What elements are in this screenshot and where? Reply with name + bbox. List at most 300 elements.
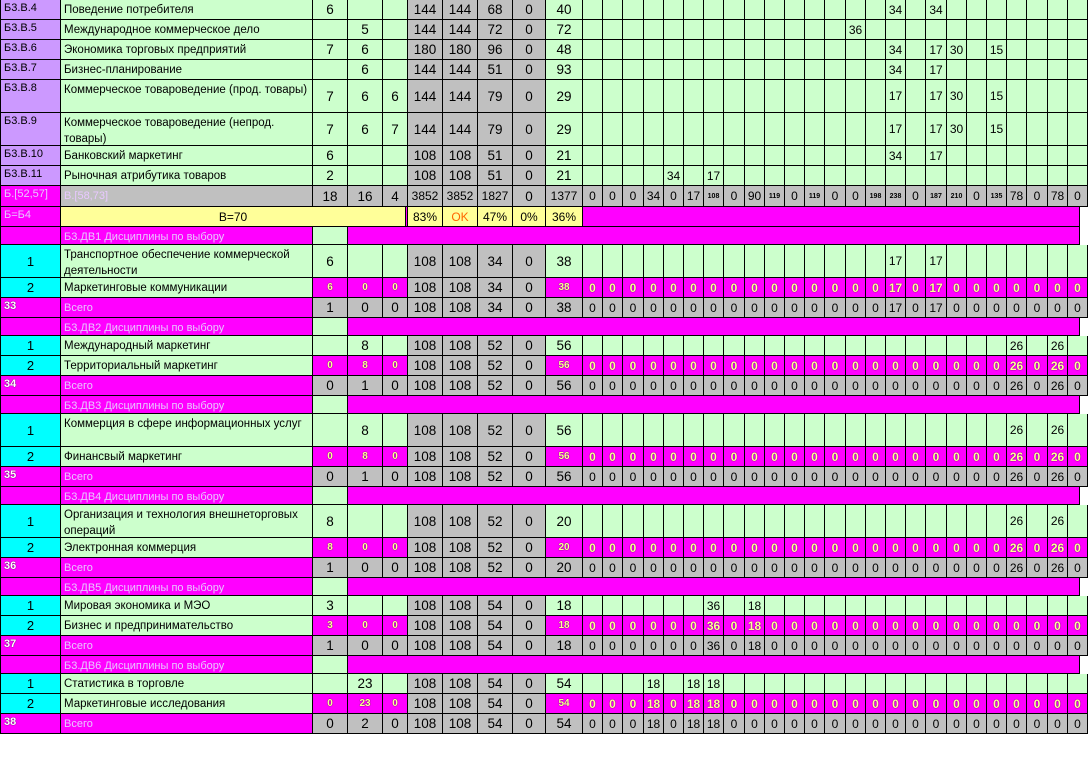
semester-cell-7[interactable]: 0 <box>704 538 724 558</box>
semester-cell-11[interactable] <box>785 60 805 80</box>
semester-cell-8[interactable] <box>724 505 745 538</box>
semester-cell-22[interactable] <box>1007 146 1027 166</box>
semester-cell-21[interactable] <box>987 60 1007 80</box>
exam-a[interactable] <box>313 60 348 80</box>
semester-cell-21[interactable]: 0 <box>987 447 1007 467</box>
semester-cell-8[interactable]: 0 <box>724 616 745 636</box>
semester-cell-9[interactable] <box>745 245 765 278</box>
semester-cell-24[interactable] <box>1048 245 1068 278</box>
semester-cell-8[interactable] <box>724 414 745 447</box>
semester-cell-6[interactable] <box>684 505 704 538</box>
exam-b[interactable] <box>348 596 383 616</box>
semester-cell-3[interactable] <box>623 113 644 146</box>
semester-cell-2[interactable]: 0 <box>603 694 623 714</box>
semester-cell-3[interactable]: 0 <box>623 356 644 376</box>
semester-cell-19[interactable]: 30 <box>947 40 967 60</box>
semester-cell-7[interactable]: 36 <box>704 596 724 616</box>
semester-cell-24[interactable] <box>1048 166 1068 186</box>
semester-cell-13[interactable]: 0 <box>825 616 846 636</box>
exam-c[interactable] <box>383 40 408 60</box>
semester-cell-15[interactable] <box>866 336 886 356</box>
semester-cell-25[interactable] <box>1068 414 1088 447</box>
semester-cell-7[interactable]: 18 <box>704 674 724 694</box>
semester-cell-3[interactable] <box>623 60 644 80</box>
semester-cell-23[interactable] <box>1027 20 1048 40</box>
semester-cell-4[interactable] <box>644 80 664 113</box>
semester-cell-24[interactable] <box>1048 596 1068 616</box>
semester-cell-24[interactable]: 26 <box>1048 505 1068 538</box>
exam-b[interactable]: 0 <box>348 616 383 636</box>
semester-cell-25[interactable] <box>1068 80 1088 113</box>
semester-cell-19[interactable]: 30 <box>947 80 967 113</box>
semester-cell-8[interactable] <box>724 146 745 166</box>
semester-cell-24[interactable]: 26 <box>1048 414 1068 447</box>
semester-cell-10[interactable] <box>765 113 785 146</box>
semester-cell-10[interactable]: 0 <box>765 616 785 636</box>
semester-cell-7[interactable]: 18 <box>704 694 724 714</box>
semester-cell-24[interactable] <box>1048 146 1068 166</box>
semester-cell-25[interactable]: 0 <box>1068 278 1088 298</box>
semester-cell-5[interactable] <box>664 20 684 40</box>
semester-cell-5[interactable] <box>664 40 684 60</box>
semester-cell-15[interactable]: 0 <box>866 447 886 467</box>
semester-cell-3[interactable] <box>623 80 644 113</box>
semester-cell-9[interactable]: 18 <box>745 596 765 616</box>
semester-cell-2[interactable] <box>603 80 623 113</box>
semester-cell-15[interactable]: 0 <box>866 356 886 376</box>
semester-cell-9[interactable]: 0 <box>745 538 765 558</box>
semester-cell-22[interactable] <box>1007 166 1027 186</box>
semester-cell-22[interactable]: 26 <box>1007 336 1027 356</box>
semester-cell-23[interactable] <box>1027 336 1048 356</box>
semester-cell-23[interactable] <box>1027 596 1048 616</box>
exam-a[interactable]: 6 <box>313 278 348 298</box>
semester-cell-14[interactable] <box>846 166 866 186</box>
semester-cell-24[interactable] <box>1048 674 1068 694</box>
semester-cell-5[interactable] <box>664 80 684 113</box>
exam-b[interactable]: 8 <box>348 336 383 356</box>
semester-cell-11[interactable] <box>785 505 805 538</box>
semester-cell-4[interactable] <box>644 414 664 447</box>
semester-cell-11[interactable] <box>785 0 805 20</box>
semester-cell-14[interactable] <box>846 146 866 166</box>
semester-cell-25[interactable] <box>1068 20 1088 40</box>
semester-cell-23[interactable] <box>1027 40 1048 60</box>
semester-cell-12[interactable] <box>805 146 825 166</box>
semester-cell-12[interactable]: 0 <box>805 616 825 636</box>
semester-cell-23[interactable] <box>1027 166 1048 186</box>
exam-a[interactable]: 7 <box>313 80 348 113</box>
semester-cell-2[interactable] <box>603 336 623 356</box>
semester-cell-15[interactable] <box>866 146 886 166</box>
semester-cell-13[interactable] <box>825 596 846 616</box>
semester-cell-2[interactable] <box>603 40 623 60</box>
semester-cell-7[interactable]: 36 <box>704 616 724 636</box>
semester-cell-9[interactable] <box>745 414 765 447</box>
semester-cell-4[interactable] <box>644 0 664 20</box>
semester-cell-7[interactable] <box>704 245 724 278</box>
semester-cell-3[interactable] <box>623 20 644 40</box>
semester-cell-15[interactable] <box>866 505 886 538</box>
semester-cell-13[interactable]: 0 <box>825 538 846 558</box>
semester-cell-20[interactable] <box>967 336 987 356</box>
exam-c[interactable] <box>383 336 408 356</box>
exam-c[interactable] <box>383 146 408 166</box>
semester-cell-6[interactable] <box>684 40 704 60</box>
semester-cell-8[interactable]: 0 <box>724 447 745 467</box>
semester-cell-20[interactable] <box>967 505 987 538</box>
semester-cell-10[interactable] <box>765 146 785 166</box>
semester-cell-14[interactable] <box>846 0 866 20</box>
semester-cell-23[interactable] <box>1027 60 1048 80</box>
semester-cell-22[interactable] <box>1007 80 1027 113</box>
semester-cell-21[interactable]: 15 <box>987 80 1007 113</box>
semester-cell-7[interactable]: 0 <box>704 278 724 298</box>
semester-cell-9[interactable] <box>745 674 765 694</box>
exam-c[interactable]: 0 <box>383 447 408 467</box>
exam-c[interactable] <box>383 596 408 616</box>
semester-cell-11[interactable] <box>785 40 805 60</box>
semester-cell-13[interactable] <box>825 245 846 278</box>
exam-c[interactable]: 0 <box>383 694 408 714</box>
semester-cell-16[interactable]: 34 <box>886 60 906 80</box>
semester-cell-15[interactable] <box>866 60 886 80</box>
semester-cell-25[interactable] <box>1068 113 1088 146</box>
semester-cell-6[interactable] <box>684 245 704 278</box>
semester-cell-8[interactable]: 0 <box>724 356 745 376</box>
semester-cell-6[interactable]: 0 <box>684 538 704 558</box>
semester-cell-2[interactable] <box>603 0 623 20</box>
semester-cell-4[interactable]: 0 <box>644 447 664 467</box>
semester-cell-20[interactable] <box>967 414 987 447</box>
semester-cell-14[interactable] <box>846 505 866 538</box>
semester-cell-12[interactable]: 0 <box>805 694 825 714</box>
semester-cell-6[interactable] <box>684 146 704 166</box>
semester-cell-16[interactable] <box>886 414 906 447</box>
semester-cell-23[interactable]: 0 <box>1027 694 1048 714</box>
semester-cell-18[interactable]: 0 <box>926 538 947 558</box>
semester-cell-6[interactable]: 0 <box>684 278 704 298</box>
semester-cell-9[interactable]: 18 <box>745 616 765 636</box>
semester-cell-16[interactable]: 34 <box>886 40 906 60</box>
exam-a[interactable]: 8 <box>313 538 348 558</box>
exam-b[interactable] <box>348 245 383 278</box>
semester-cell-12[interactable] <box>805 596 825 616</box>
semester-cell-17[interactable] <box>906 60 926 80</box>
semester-cell-7[interactable] <box>704 40 724 60</box>
semester-cell-24[interactable] <box>1048 40 1068 60</box>
semester-cell-22[interactable]: 26 <box>1007 447 1027 467</box>
semester-cell-6[interactable] <box>684 80 704 113</box>
semester-cell-22[interactable] <box>1007 0 1027 20</box>
semester-cell-9[interactable] <box>745 166 765 186</box>
semester-cell-12[interactable]: 0 <box>805 447 825 467</box>
semester-cell-25[interactable]: 0 <box>1068 694 1088 714</box>
semester-cell-1[interactable]: 0 <box>583 356 603 376</box>
semester-cell-22[interactable]: 0 <box>1007 694 1027 714</box>
exam-b[interactable]: 8 <box>348 356 383 376</box>
semester-cell-3[interactable]: 0 <box>623 538 644 558</box>
semester-cell-23[interactable]: 0 <box>1027 616 1048 636</box>
semester-cell-21[interactable]: 0 <box>987 694 1007 714</box>
exam-b[interactable]: 5 <box>348 20 383 40</box>
exam-c[interactable]: 0 <box>383 616 408 636</box>
semester-cell-10[interactable]: 0 <box>765 694 785 714</box>
semester-cell-21[interactable] <box>987 245 1007 278</box>
exam-a[interactable] <box>313 414 348 447</box>
semester-cell-2[interactable] <box>603 245 623 278</box>
semester-cell-16[interactable] <box>886 674 906 694</box>
semester-cell-18[interactable]: 0 <box>926 616 947 636</box>
semester-cell-6[interactable] <box>684 20 704 40</box>
semester-cell-22[interactable] <box>1007 674 1027 694</box>
semester-cell-17[interactable] <box>906 505 926 538</box>
semester-cell-22[interactable] <box>1007 40 1027 60</box>
semester-cell-2[interactable] <box>603 113 623 146</box>
semester-cell-25[interactable] <box>1068 245 1088 278</box>
semester-cell-17[interactable] <box>906 0 926 20</box>
exam-a[interactable]: 3 <box>313 616 348 636</box>
exam-b[interactable]: 23 <box>348 694 383 714</box>
exam-a[interactable]: 3 <box>313 596 348 616</box>
semester-cell-5[interactable] <box>664 245 684 278</box>
semester-cell-3[interactable] <box>623 146 644 166</box>
semester-cell-12[interactable] <box>805 414 825 447</box>
semester-cell-11[interactable]: 0 <box>785 694 805 714</box>
semester-cell-24[interactable] <box>1048 20 1068 40</box>
semester-cell-15[interactable] <box>866 0 886 20</box>
semester-cell-13[interactable]: 0 <box>825 356 846 376</box>
exam-a[interactable]: 2 <box>313 166 348 186</box>
semester-cell-2[interactable] <box>603 166 623 186</box>
semester-cell-13[interactable] <box>825 113 846 146</box>
semester-cell-3[interactable] <box>623 245 644 278</box>
exam-a[interactable]: 6 <box>313 146 348 166</box>
exam-c[interactable]: 0 <box>383 538 408 558</box>
semester-cell-13[interactable]: 0 <box>825 694 846 714</box>
semester-cell-8[interactable] <box>724 336 745 356</box>
semester-cell-11[interactable] <box>785 166 805 186</box>
semester-cell-17[interactable] <box>906 336 926 356</box>
semester-cell-17[interactable] <box>906 414 926 447</box>
semester-cell-1[interactable] <box>583 414 603 447</box>
semester-cell-7[interactable] <box>704 336 724 356</box>
semester-cell-9[interactable] <box>745 80 765 113</box>
exam-a[interactable]: 0 <box>313 694 348 714</box>
semester-cell-25[interactable] <box>1068 60 1088 80</box>
semester-cell-3[interactable]: 0 <box>623 616 644 636</box>
semester-cell-19[interactable] <box>947 414 967 447</box>
semester-cell-25[interactable] <box>1068 40 1088 60</box>
semester-cell-10[interactable]: 0 <box>765 447 785 467</box>
semester-cell-24[interactable] <box>1048 113 1068 146</box>
semester-cell-5[interactable] <box>664 596 684 616</box>
exam-a[interactable]: 0 <box>313 447 348 467</box>
semester-cell-15[interactable] <box>866 596 886 616</box>
semester-cell-3[interactable] <box>623 0 644 20</box>
semester-cell-9[interactable] <box>745 336 765 356</box>
semester-cell-12[interactable] <box>805 60 825 80</box>
semester-cell-25[interactable] <box>1068 166 1088 186</box>
semester-cell-17[interactable] <box>906 113 926 146</box>
semester-cell-18[interactable]: 17 <box>926 60 947 80</box>
exam-b[interactable]: 6 <box>348 40 383 60</box>
exam-c[interactable] <box>383 60 408 80</box>
semester-cell-6[interactable]: 0 <box>684 356 704 376</box>
semester-cell-11[interactable]: 0 <box>785 356 805 376</box>
semester-cell-20[interactable] <box>967 166 987 186</box>
exam-a[interactable]: 7 <box>313 113 348 146</box>
semester-cell-19[interactable] <box>947 245 967 278</box>
semester-cell-10[interactable] <box>765 60 785 80</box>
semester-cell-12[interactable]: 0 <box>805 278 825 298</box>
semester-cell-4[interactable] <box>644 245 664 278</box>
semester-cell-16[interactable] <box>886 505 906 538</box>
semester-cell-4[interactable] <box>644 336 664 356</box>
semester-cell-24[interactable]: 0 <box>1048 694 1068 714</box>
semester-cell-15[interactable]: 0 <box>866 694 886 714</box>
semester-cell-20[interactable] <box>967 596 987 616</box>
exam-c[interactable] <box>383 674 408 694</box>
semester-cell-14[interactable] <box>846 245 866 278</box>
semester-cell-14[interactable]: 0 <box>846 278 866 298</box>
semester-cell-10[interactable] <box>765 40 785 60</box>
semester-cell-7[interactable]: 0 <box>704 356 724 376</box>
semester-cell-4[interactable] <box>644 20 664 40</box>
semester-cell-13[interactable] <box>825 674 846 694</box>
semester-cell-4[interactable]: 0 <box>644 616 664 636</box>
semester-cell-20[interactable] <box>967 20 987 40</box>
semester-cell-13[interactable] <box>825 505 846 538</box>
semester-cell-7[interactable] <box>704 113 724 146</box>
semester-cell-12[interactable] <box>805 20 825 40</box>
semester-cell-18[interactable]: 17 <box>926 146 947 166</box>
exam-a[interactable]: 0 <box>313 356 348 376</box>
exam-b[interactable]: 8 <box>348 447 383 467</box>
semester-cell-19[interactable]: 0 <box>947 278 967 298</box>
semester-cell-2[interactable]: 0 <box>603 278 623 298</box>
semester-cell-3[interactable]: 0 <box>623 278 644 298</box>
semester-cell-10[interactable] <box>765 245 785 278</box>
exam-a[interactable] <box>313 336 348 356</box>
semester-cell-8[interactable] <box>724 40 745 60</box>
exam-b[interactable] <box>348 0 383 20</box>
exam-c[interactable] <box>383 20 408 40</box>
semester-cell-6[interactable] <box>684 113 704 146</box>
semester-cell-20[interactable]: 0 <box>967 356 987 376</box>
exam-b[interactable]: 6 <box>348 113 383 146</box>
exam-c[interactable]: 0 <box>383 278 408 298</box>
semester-cell-11[interactable]: 0 <box>785 278 805 298</box>
semester-cell-21[interactable]: 15 <box>987 40 1007 60</box>
semester-cell-5[interactable] <box>664 113 684 146</box>
semester-cell-20[interactable] <box>967 80 987 113</box>
semester-cell-15[interactable] <box>866 674 886 694</box>
semester-cell-4[interactable] <box>644 60 664 80</box>
exam-c[interactable] <box>383 414 408 447</box>
semester-cell-24[interactable]: 0 <box>1048 278 1068 298</box>
semester-cell-14[interactable] <box>846 80 866 113</box>
semester-cell-21[interactable] <box>987 336 1007 356</box>
semester-cell-5[interactable]: 0 <box>664 694 684 714</box>
semester-cell-24[interactable]: 26 <box>1048 538 1068 558</box>
semester-cell-18[interactable]: 17 <box>926 80 947 113</box>
semester-cell-4[interactable]: 0 <box>644 278 664 298</box>
semester-cell-18[interactable] <box>926 505 947 538</box>
semester-cell-1[interactable] <box>583 20 603 40</box>
semester-cell-20[interactable]: 0 <box>967 278 987 298</box>
semester-cell-19[interactable] <box>947 146 967 166</box>
semester-cell-11[interactable] <box>785 414 805 447</box>
semester-cell-10[interactable] <box>765 596 785 616</box>
semester-cell-21[interactable]: 0 <box>987 538 1007 558</box>
semester-cell-1[interactable] <box>583 80 603 113</box>
semester-cell-5[interactable] <box>664 146 684 166</box>
semester-cell-1[interactable] <box>583 166 603 186</box>
semester-cell-18[interactable] <box>926 336 947 356</box>
semester-cell-1[interactable] <box>583 60 603 80</box>
semester-cell-17[interactable] <box>906 245 926 278</box>
semester-cell-15[interactable] <box>866 113 886 146</box>
semester-cell-5[interactable]: 0 <box>664 447 684 467</box>
semester-cell-1[interactable]: 0 <box>583 447 603 467</box>
semester-cell-4[interactable] <box>644 146 664 166</box>
semester-cell-21[interactable]: 0 <box>987 356 1007 376</box>
semester-cell-20[interactable] <box>967 60 987 80</box>
semester-cell-17[interactable] <box>906 146 926 166</box>
exam-b[interactable]: 23 <box>348 674 383 694</box>
semester-cell-2[interactable]: 0 <box>603 538 623 558</box>
semester-cell-10[interactable] <box>765 20 785 40</box>
semester-cell-15[interactable] <box>866 80 886 113</box>
semester-cell-12[interactable] <box>805 245 825 278</box>
semester-cell-24[interactable] <box>1048 60 1068 80</box>
semester-cell-3[interactable] <box>623 166 644 186</box>
semester-cell-16[interactable]: 0 <box>886 616 906 636</box>
semester-cell-5[interactable] <box>664 414 684 447</box>
semester-cell-13[interactable] <box>825 0 846 20</box>
exam-a[interactable] <box>313 674 348 694</box>
exam-b[interactable] <box>348 146 383 166</box>
semester-cell-8[interactable] <box>724 20 745 40</box>
semester-cell-1[interactable] <box>583 0 603 20</box>
semester-cell-24[interactable]: 26 <box>1048 336 1068 356</box>
semester-cell-22[interactable]: 26 <box>1007 538 1027 558</box>
semester-cell-2[interactable] <box>603 20 623 40</box>
semester-cell-1[interactable] <box>583 40 603 60</box>
semester-cell-21[interactable] <box>987 596 1007 616</box>
semester-cell-10[interactable]: 0 <box>765 538 785 558</box>
semester-cell-16[interactable]: 17 <box>886 278 906 298</box>
semester-cell-11[interactable] <box>785 113 805 146</box>
semester-cell-6[interactable] <box>684 60 704 80</box>
semester-cell-1[interactable]: 0 <box>583 538 603 558</box>
semester-cell-14[interactable] <box>846 60 866 80</box>
semester-cell-14[interactable]: 0 <box>846 694 866 714</box>
semester-cell-3[interactable] <box>623 596 644 616</box>
semester-cell-7[interactable] <box>704 20 724 40</box>
semester-cell-18[interactable]: 17 <box>926 245 947 278</box>
semester-cell-1[interactable]: 0 <box>583 278 603 298</box>
semester-cell-11[interactable]: 0 <box>785 538 805 558</box>
semester-cell-24[interactable]: 26 <box>1048 447 1068 467</box>
semester-cell-4[interactable]: 0 <box>644 356 664 376</box>
semester-cell-13[interactable] <box>825 60 846 80</box>
semester-cell-10[interactable] <box>765 80 785 113</box>
semester-cell-4[interactable]: 18 <box>644 694 664 714</box>
semester-cell-23[interactable]: 0 <box>1027 538 1048 558</box>
semester-cell-23[interactable] <box>1027 505 1048 538</box>
